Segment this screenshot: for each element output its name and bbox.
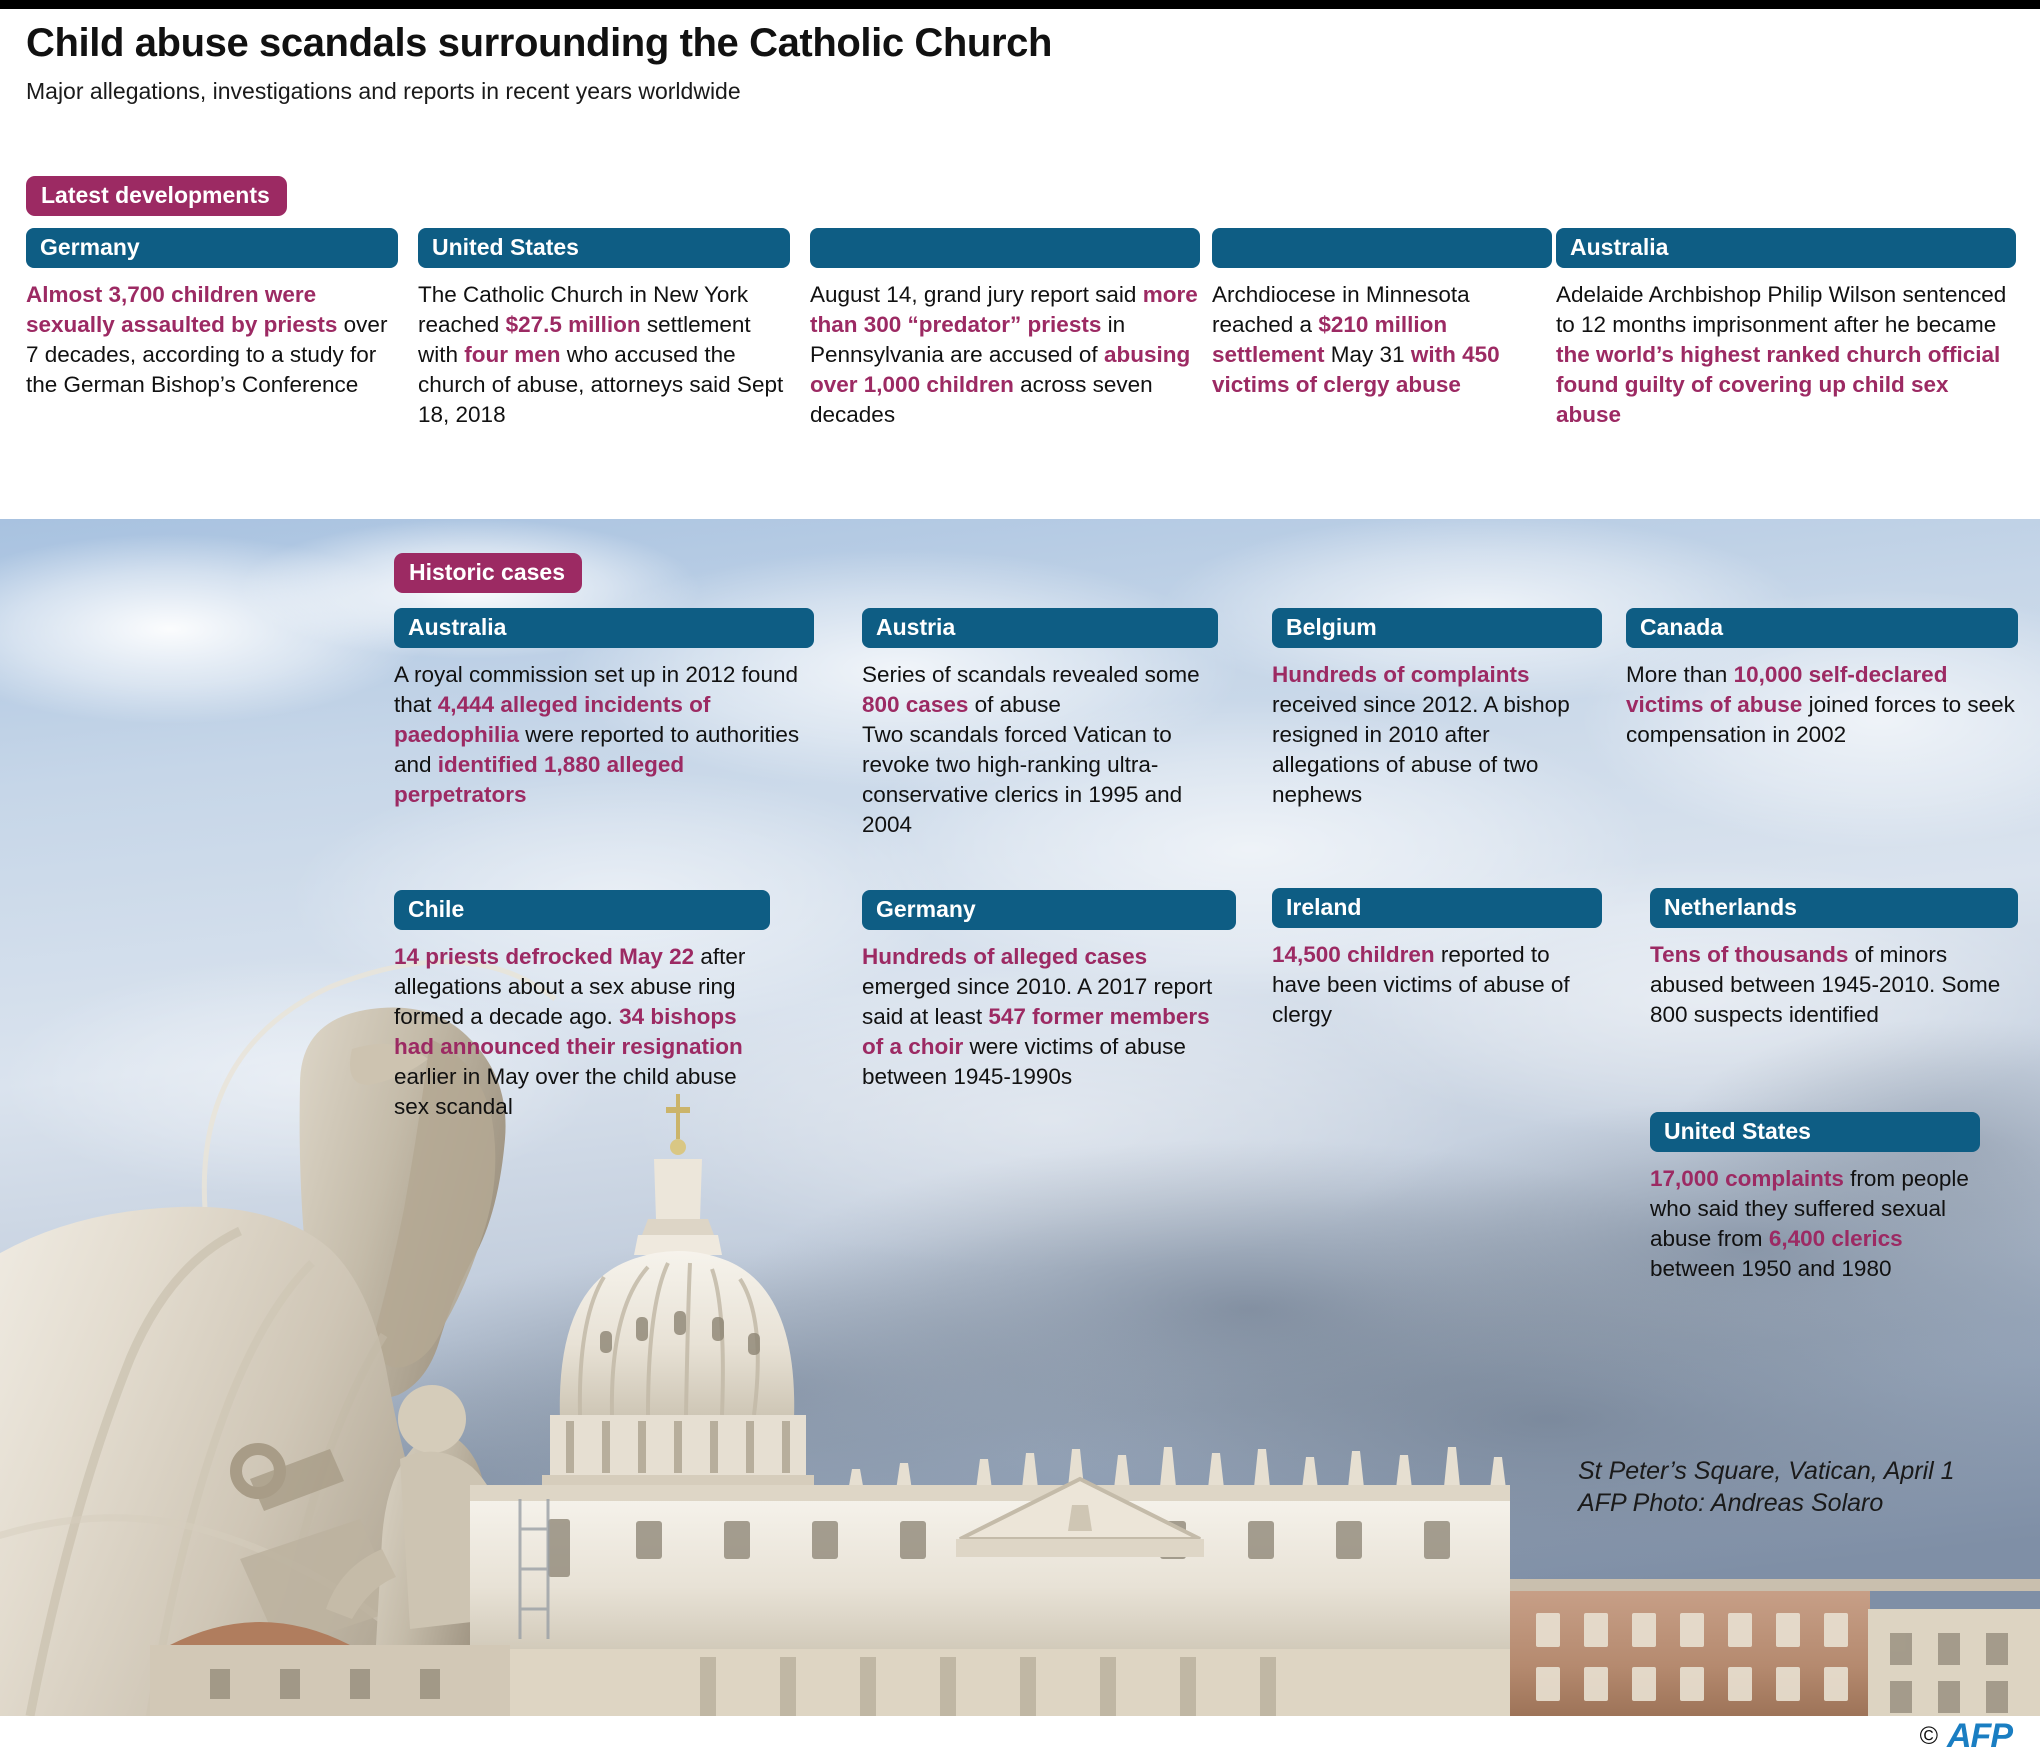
card-body: A royal commission set up in 2012 found that 4,444 alleged incidents of paedophilia were reported to authorities and identified 1,880 alleged perpetrators: [394, 662, 800, 807]
card-body: 14,500 children reported to have been victims of abuse of clergy: [1272, 942, 1570, 1027]
photo-credit: [1578, 1455, 1955, 1519]
card-body: Almost 3,700 children were sexually assaulted by priests over 7 decades, according to a study for the German Bishop’s Conference: [26, 282, 388, 397]
country-header-germany: Germany: [26, 228, 398, 268]
country-header-belgium: Belgium: [1272, 608, 1602, 648]
latest-card-united-states: [418, 228, 790, 430]
historic-card-germany: [862, 890, 1236, 1092]
section-label-latest-developments: Latest developments: [26, 176, 287, 216]
country-header-netherlands: Netherlands: [1650, 888, 2018, 928]
card-body: Archdiocese in Minnesota reached a $210 million settlement May 31 with 450 victims of clergy abuse: [1212, 282, 1500, 397]
copyright-icon: ©: [1919, 1721, 1938, 1750]
card-body: Hundreds of complaints received since 2012. A bishop resigned in 2010 after allegations of abuse of two nephews: [1272, 662, 1570, 807]
afp-wordmark: AFP: [1947, 1716, 2012, 1755]
historic-card-ireland: [1272, 888, 1602, 1030]
page-subtitle: Major allegations, investigations and reports in recent years worldwide: [26, 78, 741, 105]
historic-card-australia: [394, 608, 814, 810]
historic-card-canada: [1626, 608, 2018, 750]
country-header-chile: Chile: [394, 890, 770, 930]
header: [26, 22, 2006, 105]
card-body: The Catholic Church in New York reached $27.5 million settlement with four men who accused the church of abuse, attorneys said Sept 18, 2018: [418, 282, 784, 427]
photo-credit-line-2: AFP Photo: Andreas Solaro: [1578, 1489, 1884, 1517]
card-body: Series of scandals revealed some 800 cases of abuse Two scandals forced Vatican to revoke two high-ranking ultra-conservative clerics in 1995 and 2004: [862, 662, 1200, 837]
country-header-austria: Austria: [862, 608, 1218, 648]
historic-card-chile: [394, 890, 770, 1122]
card-body: 14 priests defrocked May 22 after allegations about a sex abuse ring formed a decade ago. 34 bishops had announced their resignation earlier in May over the child abuse sex scandal: [394, 944, 746, 1119]
country-header-germany: Germany: [862, 890, 1236, 930]
historic-card-belgium: [1272, 608, 1602, 810]
latest-card-germany: [26, 228, 398, 400]
card-body: Tens of thousands of minors abused between 1945-2010. Some 800 suspects identified: [1650, 942, 2001, 1027]
historic-card-austria: [862, 608, 1218, 840]
footer: [0, 1716, 2040, 1760]
card-body: More than 10,000 self-declared victims of abuse joined forces to seek compensation in 2002: [1626, 662, 2015, 747]
country-header-australia: Australia: [394, 608, 814, 648]
historic-card-netherlands: [1650, 888, 2018, 1030]
photo-credit-line-1: St Peter’s Square, Vatican, April 1: [1578, 1457, 1955, 1485]
page-title: Child abuse scandals surrounding the Catholic Church: [26, 21, 1052, 65]
card-body: Adelaide Archbishop Philip Wilson sentenced to 12 months imprisonment after he became the world’s highest ranked church official found guilty of covering up child sex abuse: [1556, 282, 2007, 427]
country-header-australia: Australia: [1556, 228, 2016, 268]
card-body: 17,000 complaints from people who said they suffered sexual abuse from 6,400 clerics between 1950 and 1980: [1650, 1166, 1969, 1281]
afp-logo: [1920, 1716, 2012, 1756]
country-header-united-states: United States: [418, 228, 790, 268]
section-label-historic-cases: Historic cases: [394, 553, 582, 593]
country-header-continuation: [810, 228, 1200, 268]
country-header-ireland: Ireland: [1272, 888, 1602, 928]
country-header-continuation-2: [1212, 228, 1552, 268]
country-header-canada: Canada: [1626, 608, 2018, 648]
latest-developments-section: [0, 228, 2040, 518]
latest-card-australia: [1556, 228, 2016, 430]
top-rule: [0, 0, 2040, 9]
country-header-united-states: United States: [1650, 1112, 1980, 1152]
latest-card-minnesota: [1212, 228, 1552, 400]
historic-card-united-states: [1650, 1112, 1980, 1284]
latest-card-pennsylvania: [810, 228, 1200, 430]
card-body: August 14, grand jury report said more than 300 “predator” priests in Pennsylvania are accused of abusing over 1,000 children across seven decades: [810, 282, 1198, 427]
card-body: Hundreds of alleged cases emerged since 2010. A 2017 report said at least 547 former members of a choir were victims of abuse between 1945-1990s: [862, 944, 1213, 1089]
